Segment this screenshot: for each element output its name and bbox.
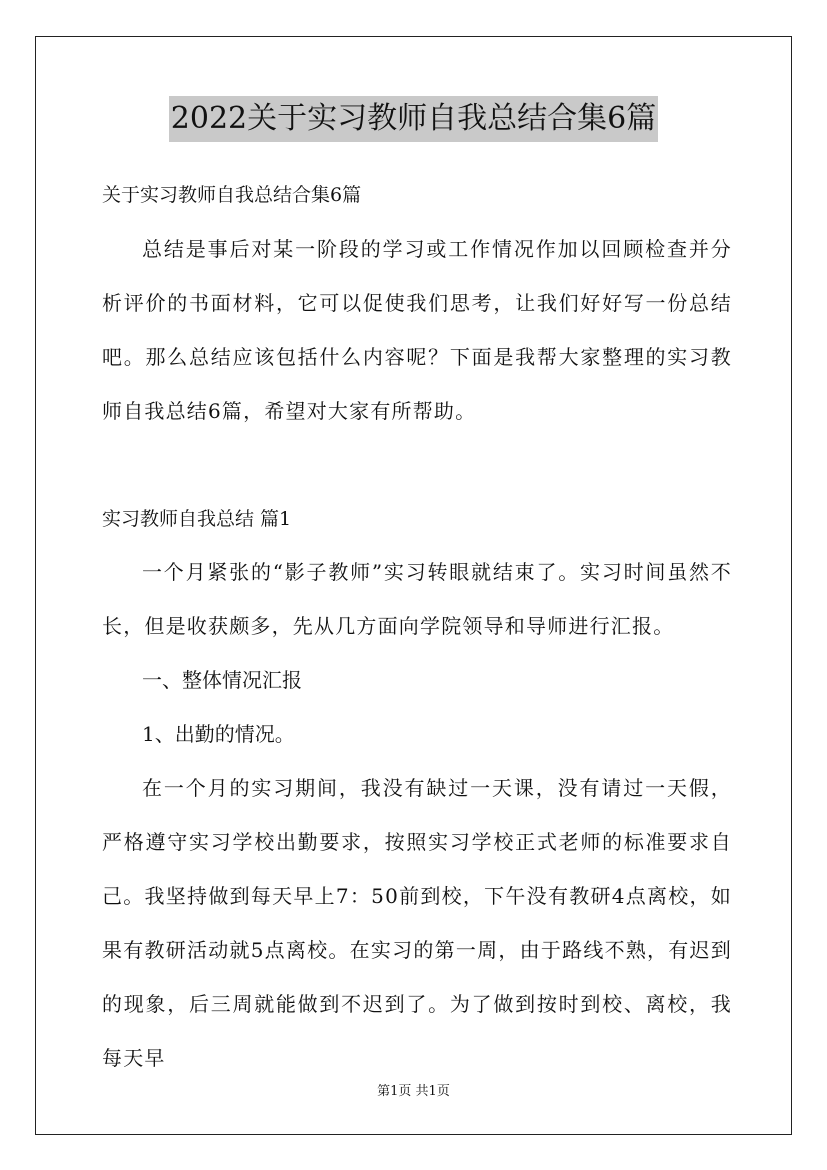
page-footer: 第1页 共1页 xyxy=(377,1084,450,1099)
body-paragraph-1: 一个月紧张的“影子教师”实习转眼就结束了。实习时间虽然不长，但是收获颇多，先从几方面向学院领导和导师进行汇报。 xyxy=(102,560,732,638)
document-title: 2022关于实习教师自我总结合集6篇 xyxy=(169,96,658,142)
section-heading: 实习教师自我总结 篇1 xyxy=(102,508,292,530)
document-subtitle: 关于实习教师自我总结合集6篇 xyxy=(102,184,362,206)
intro-paragraph: 总结是事后对某一阶段的学习或工作情况作加以回顾检查并分析评价的书面材料，它可以促使我们思考，让我们好好写一份总结吧。那么总结应该包括什么内容呢？下面是我帮大家整理的实习教师自我总结6篇，希望对大家有所帮助。 xyxy=(102,237,732,423)
subheading-overall-report: 一、整体情况汇报 xyxy=(142,668,302,692)
title-container xyxy=(0,96,827,142)
body-paragraph-2: 在一个月的实习期间，我没有缺过一天课，没有请过一天假，严格遵守实习学校出勤要求，按照实习学校正式老师的标准要求自己。我坚持做到每天早上7：50前到校，下午没有教研4点离校，如果有教研活动就5点离校。在实习的第一周，由于路线不熟，有迟到的现象，后三周就能做到不迟到了。为了做到按时到校、离校，我每天早 xyxy=(102,776,732,1070)
subheading-attendance: 1、出勤的情况。 xyxy=(142,722,295,746)
